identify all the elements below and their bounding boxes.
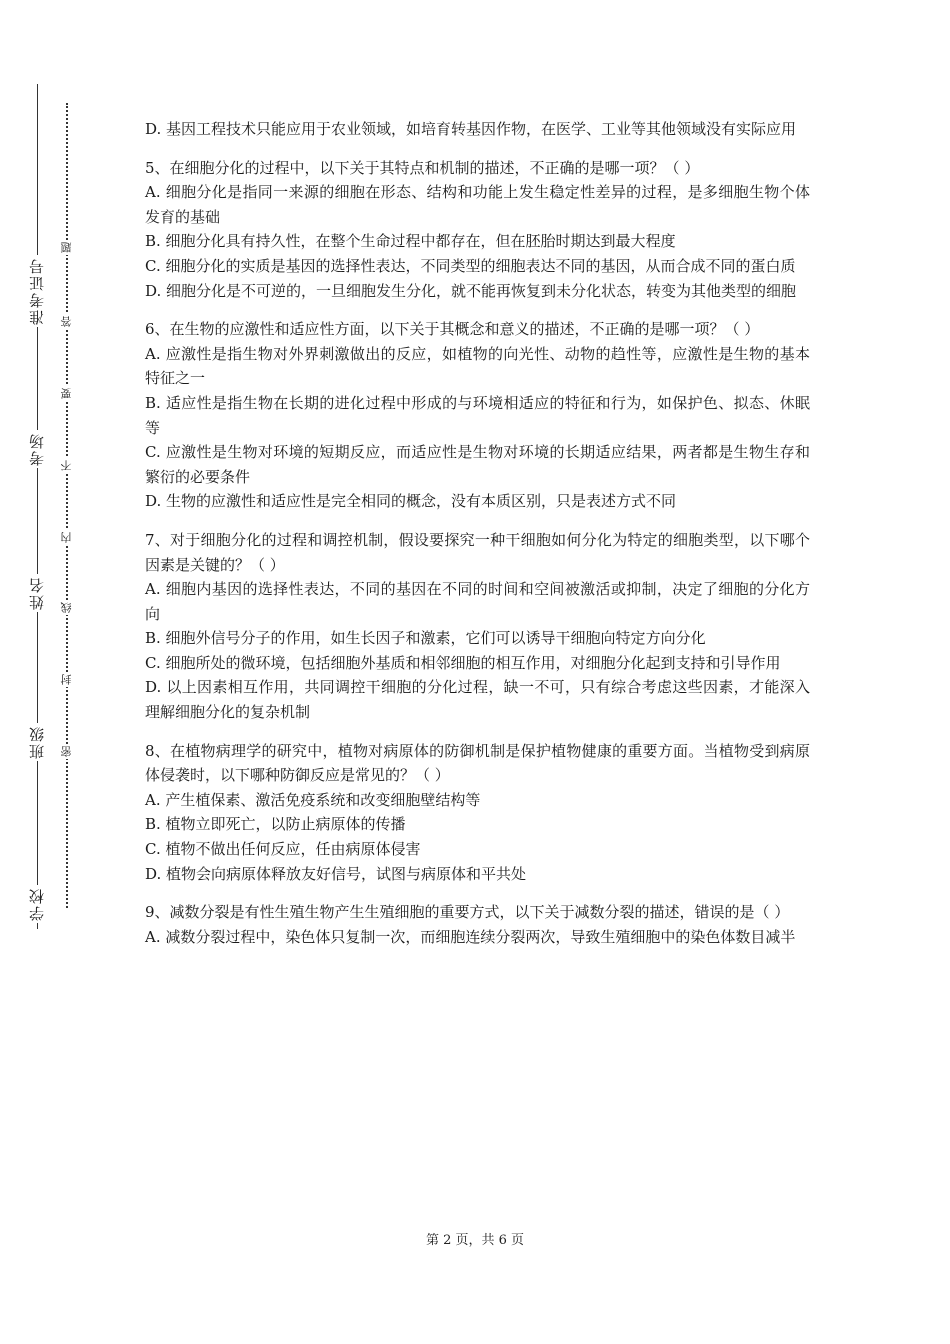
question-4-continued xyxy=(145,117,810,142)
option-c: C. 细胞分化的实质是基因的选择性表达，不同类型的细胞表达不同的基因，从而合成不同的蛋白质 xyxy=(145,256,796,275)
option-a: A. 应激性是指生物对外界刺激做出的反应，如植物的向光性、动物的趋性等，应激性是生物的基本特征之一 xyxy=(145,344,810,388)
seal-char: 不 xyxy=(58,458,76,473)
seal-char: 线 xyxy=(58,600,76,615)
option-a: A. 细胞内基因的选择性表达，不同的基因在不同的时间和空间被激活或抑制，决定了细胞的分化方向 xyxy=(145,580,810,623)
binding-solid-line xyxy=(37,84,38,929)
question-9 xyxy=(145,900,810,949)
option-b: B. 植物立即死亡，以防止病原体的传播 xyxy=(145,815,406,834)
question-6 xyxy=(145,317,810,514)
option-a: A. 细胞分化是指同一来源的细胞在形态、结构和功能上发生稳定性差异的过程，是多细胞生物个体发育的基础 xyxy=(145,183,810,226)
question-stem: 6、在生物的应激性和适应性方面，以下关于其概念和意义的描述，不正确的是哪一项？（ ） xyxy=(145,320,760,339)
question-5 xyxy=(145,156,810,304)
question-8 xyxy=(145,739,810,887)
option-b: B. 适应性是指生物在长期的进化过程中形成的与环境相适应的特征和行为，如保护色、拟态、休眠等 xyxy=(145,393,810,437)
question-stem: 9、减数分裂是有性生殖生物产生生殖细胞的重要方式，以下关于减数分裂的描述，错误的是（ ） xyxy=(145,903,790,922)
option-d: D. 生物的应激性和适应性是完全相同的概念，没有本质区别，只是表述方式不同 xyxy=(145,492,677,511)
seal-dotted-line xyxy=(66,103,68,908)
field-school: 学校 xyxy=(22,885,52,923)
exam-content xyxy=(145,117,810,949)
binding-margin xyxy=(0,0,110,1344)
option-d: D. 基因工程技术只能应用于农业领域，如培育转基因作物，在医学、工业等其他领域没有实际应用 xyxy=(145,120,797,138)
field-exam-room: 考场 xyxy=(22,430,52,468)
option-d: D. 以上因素相互作用，共同调控干细胞的分化过程，缺一不可，只有综合考虑这些因素，才能深入理解细胞分化的复杂机制 xyxy=(145,678,810,722)
option-d: D. 植物会向病原体释放友好信号，试图与病原体和平共处 xyxy=(145,864,527,883)
option-a: A. 减数分裂过程中，染色体只复制一次，而细胞连续分裂两次，导致生殖细胞中的染色体数目减半 xyxy=(145,927,796,946)
option-c: C. 应激性是生物对环境的短期反应，而适应性是生物对环境的长期适应结果，两者都是生物生存和繁衍的必要条件 xyxy=(145,443,810,486)
option-a: A. 产生植保素、激活免疫系统和改变细胞壁结构等 xyxy=(145,790,481,809)
field-class: 班级 xyxy=(22,723,52,761)
option-b: B. 细胞分化具有持久性，在整个生命过程中都存在，但在胚胎时期达到最大程度 xyxy=(145,232,676,251)
option-d: D. 细胞分化是不可逆的，一旦细胞发生分化，就不能再恢复到未分化状态，转变为其他类型的细胞 xyxy=(145,281,797,300)
question-stem: 5、在细胞分化的过程中，以下关于其特点和机制的描述，不正确的是哪一项？（ ） xyxy=(145,158,700,177)
option-c: C. 细胞所处的微环境，包括细胞外基质和相邻细胞的相互作用，对细胞分化起到支持和引导作用 xyxy=(145,653,781,672)
seal-char: 内 xyxy=(58,530,76,545)
option-b: B. 细胞外信号分子的作用，如生长因子和激素，它们可以诱导干细胞向特定方向分化 xyxy=(145,629,706,648)
seal-char: 要 xyxy=(58,386,76,401)
option-c: C. 植物不做出任何反应，任由病原体侵害 xyxy=(145,840,421,859)
field-name: 姓名 xyxy=(22,574,52,612)
field-admission-number: 准考证号 xyxy=(22,255,52,327)
seal-char: 题 xyxy=(58,240,76,255)
question-stem: 7、对于细胞分化的过程和调控机制，假设要探究一种干细胞如何分化为特定的细胞类型，以下哪个因素是关键的？（ ） xyxy=(145,530,810,574)
page-footer: 第 2 页，共 6 页 xyxy=(425,1233,525,1248)
question-stem: 8、在植物病理学的研究中，植物对病原体的防御机制是保护植物健康的重要方面。当植物受到病原体侵袭时，以下哪种防御反应是常见的？（ ） xyxy=(145,741,810,785)
seal-char: 答 xyxy=(58,314,76,329)
seal-char: 封 xyxy=(58,672,76,687)
question-7 xyxy=(145,528,810,725)
seal-char: 密 xyxy=(58,744,76,759)
